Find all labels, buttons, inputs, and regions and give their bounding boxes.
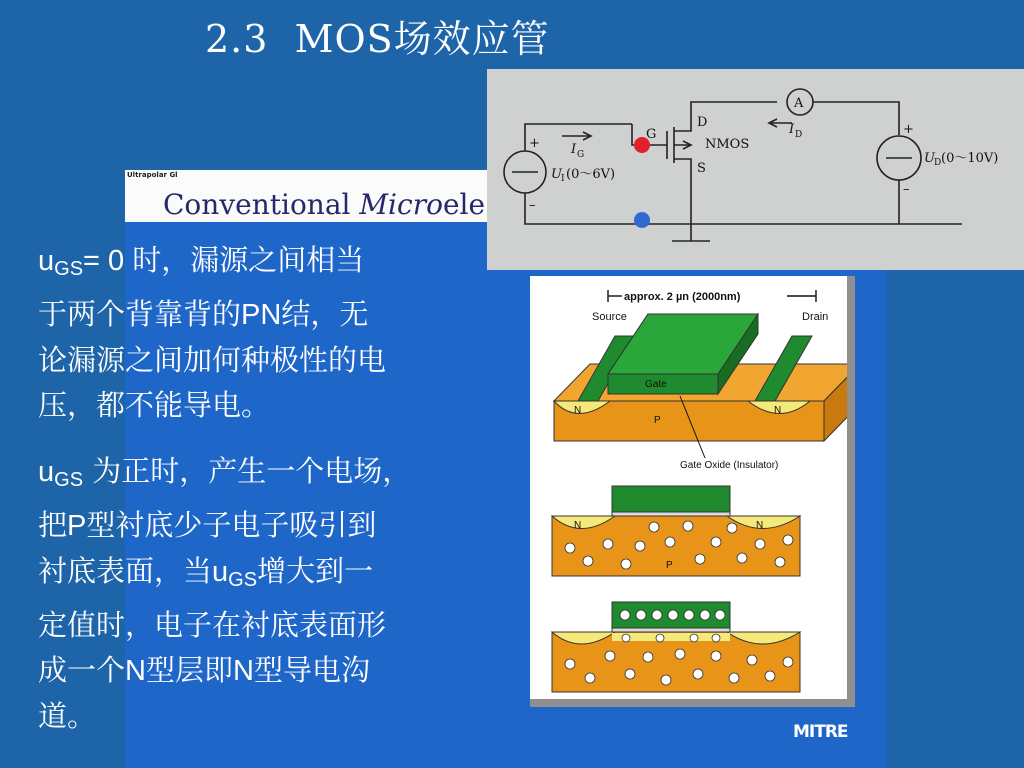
para2-line-3: [38, 549, 528, 603]
book-banner: [125, 170, 490, 222]
label-u1-sub: I: [561, 174, 565, 184]
para2-l2c: 型衬底少子电子吸引到: [86, 508, 377, 542]
left-minus-sign: –: [529, 198, 536, 213]
para2-l5d: N: [232, 655, 254, 687]
p-label-top: P: [654, 415, 661, 426]
label-source: S: [697, 161, 706, 176]
para2-line-6: 道。: [38, 699, 97, 733]
drain-label: Drain: [802, 311, 829, 323]
para1-l2c: 结，无: [281, 297, 369, 331]
banner-caption: Ultrapolar Gl: [127, 171, 178, 179]
label-ig: I: [571, 142, 577, 157]
para1-eq: = 0: [83, 245, 133, 277]
para1-line-4: 压，都不能导电。: [38, 388, 271, 422]
para2-l1: 为正时，产生一个电场，: [83, 454, 412, 488]
n-label-left: N: [574, 405, 582, 416]
left-plus-sign: +: [529, 136, 540, 151]
paragraph-zero-bias: [38, 238, 518, 428]
circuit-svg: [487, 69, 1024, 270]
paragraph-positive-bias: [38, 449, 528, 739]
para2-l3c: 增大到一: [257, 554, 374, 588]
para1-l2b: PN: [241, 299, 282, 331]
para1-line-3: 论漏源之间加何种极性的电: [38, 343, 387, 377]
para2-line-1: [38, 449, 528, 503]
source-terminal-dot: [634, 212, 650, 228]
label-ig-sub: G: [577, 150, 585, 160]
label-gate: G: [646, 127, 657, 142]
label-nmos: NMOS: [705, 137, 750, 152]
label-ud-range: (0～10V): [941, 151, 999, 166]
n-label-mid-left: N: [574, 520, 582, 531]
para2-l3b: u: [212, 556, 229, 588]
banner-title-italic: Micro: [359, 188, 443, 221]
para2-l3sub: GS: [228, 569, 258, 591]
oxide-label: Gate Oxide (Insulator): [680, 460, 779, 471]
banner-title-rest: ele: [442, 188, 486, 221]
para2-line-5: [38, 648, 528, 694]
para1-line-2: [38, 292, 518, 338]
p-label-mid: P: [666, 560, 673, 571]
label-ud: U: [924, 151, 935, 166]
dimension-label: approx. 2 µn (2000nm): [624, 291, 741, 303]
para1-line-1: [38, 238, 518, 292]
banner-title: [163, 188, 485, 221]
para1-l2a: 于两个背靠背的: [38, 297, 242, 331]
mitre-logo: MITRE: [793, 722, 848, 742]
banner-title-plain: Conventional: [163, 188, 351, 221]
right-plus-sign: +: [903, 122, 914, 137]
para2-l5e: 型导电沟: [253, 653, 370, 687]
source-label: Source: [592, 311, 627, 323]
para2-line-2: [38, 503, 528, 549]
para1-l1: 时，漏源之间相当: [132, 243, 365, 277]
label-id: I: [789, 122, 795, 137]
slide-title: 2.3 MOS场效应管: [205, 17, 550, 61]
mosfet-svg: [530, 276, 847, 699]
label-u1-range: (0～6V): [566, 167, 616, 182]
n-label-right: N: [774, 405, 782, 416]
para2-line-4: 定值时，电子在衬底表面形: [38, 608, 387, 642]
label-id-sub: D: [795, 130, 803, 140]
para2-l2b: P: [67, 510, 87, 542]
para2-u: u: [38, 456, 55, 488]
label-u1: U: [551, 167, 562, 182]
label-drain: D: [697, 115, 708, 130]
para2-l5a: 成一个: [38, 653, 126, 687]
para1-u: u: [38, 245, 55, 277]
para2-l5c: 型层即: [145, 653, 233, 687]
right-minus-sign: –: [903, 182, 910, 197]
mosfet-cross-section-figure: [530, 276, 855, 707]
label-ud-sub: D: [934, 158, 942, 168]
nmos-test-circuit: [487, 69, 1024, 270]
para2-l2a: 把: [38, 508, 68, 542]
para2-l3a: 衬底表面，当: [38, 554, 213, 588]
para1-sub: GS: [54, 258, 84, 280]
gate-label: Gate: [645, 379, 667, 390]
para2-l5b: N: [125, 655, 146, 687]
para2-sub: GS: [54, 469, 84, 491]
ammeter-icon: A: [794, 96, 804, 111]
n-label-mid-right: N: [756, 520, 764, 531]
